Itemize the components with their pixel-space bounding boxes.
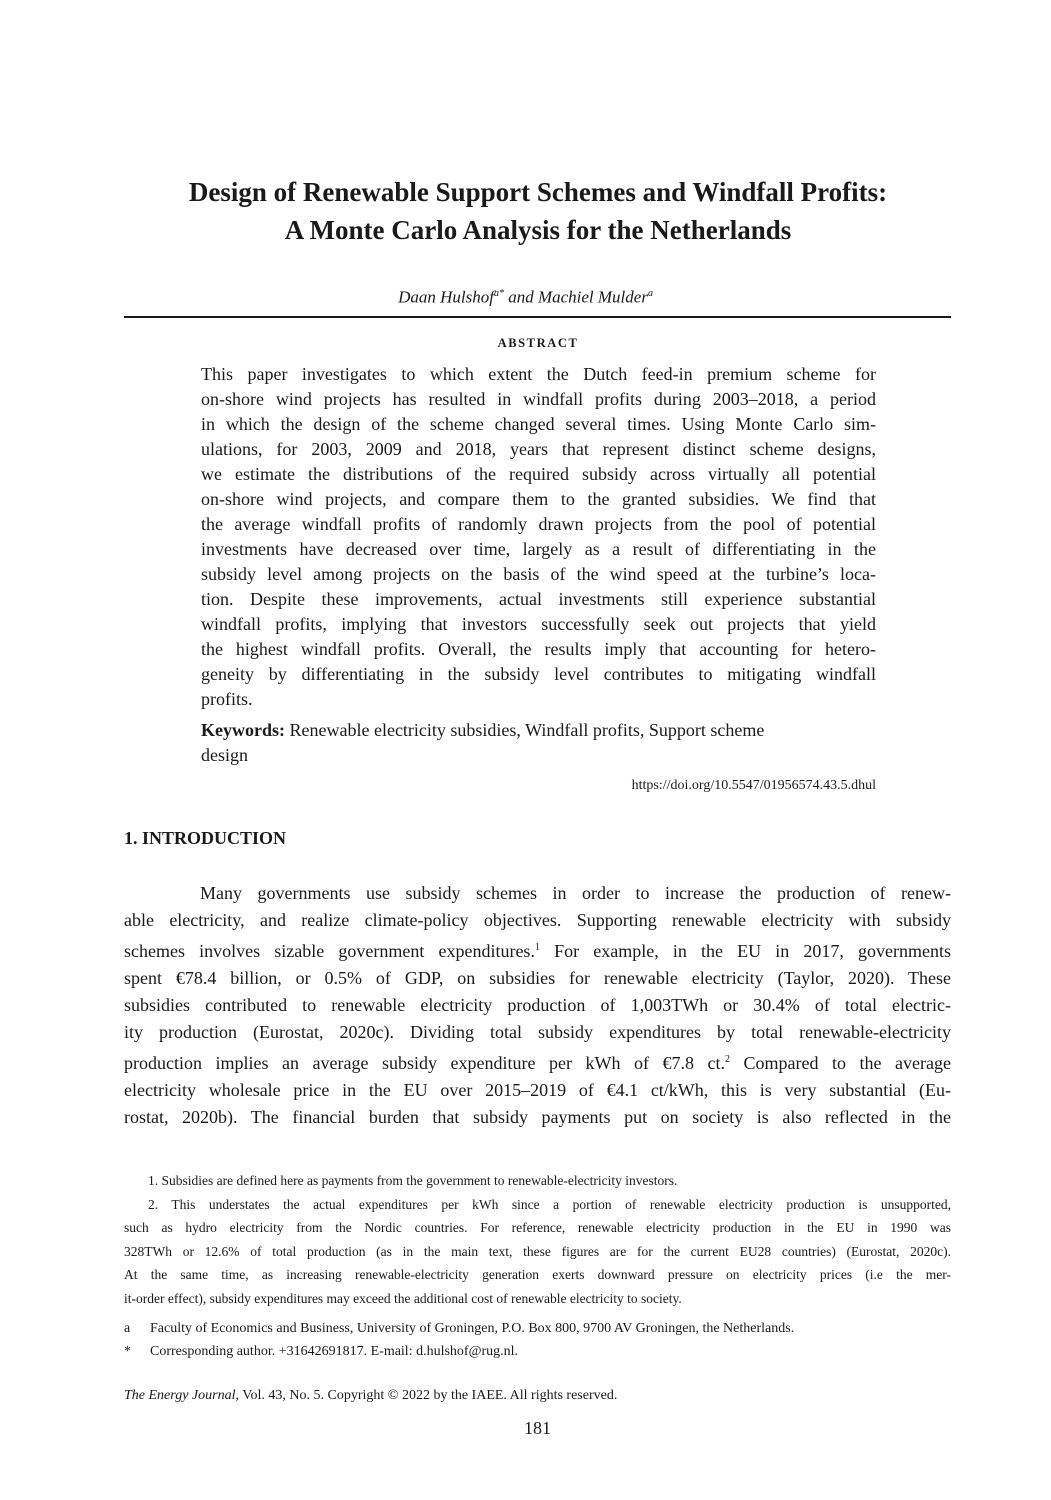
title-line-1: Design of Renewable Support Schemes and Windfall Profits: (188, 177, 888, 207)
abstract-line: subsidy level among projects on the basis of the wind speed at the turbine’s loca- (201, 564, 876, 584)
page-number: 181 (524, 1418, 551, 1438)
abstract-line: This paper investigates to which extent the Dutch feed-in premium scheme for (201, 364, 876, 384)
body-text: For example, in the EU in 2017, governments (539, 941, 951, 961)
body-line (124, 1046, 951, 1077)
abstract-line: windfall profits, implying that investors successfully seek out projects that yield (201, 614, 876, 634)
footnotes (124, 1169, 951, 1310)
abstract-line: profits. (201, 689, 253, 709)
copyright-text: , Vol. 43, No. 5. Copyright © 2022 by the IAEE. All rights reserved. (235, 1388, 618, 1403)
keywords (201, 718, 876, 768)
affiliation-mark: * (124, 1344, 131, 1359)
corresponding-text: Corresponding author. +31642691817. E-mail: d.hulshof@rug.nl. (150, 1344, 519, 1359)
footnote-2-line: it-order effect), subsidy expenditures may exceed the additional cost of renewable electricity to society. (124, 1290, 682, 1306)
author-line (0, 282, 1051, 310)
title-line-2: A Monte Carlo Analysis for the Netherlands (284, 215, 792, 245)
keywords-label: Keywords: (201, 720, 285, 740)
footnote-2-line: At the same time, as increasing renewable-electricity generation exerts downward pressure on electricity prices (i.e the mer- (124, 1267, 951, 1282)
abstract-body (201, 362, 876, 712)
author-1-mark: a* (493, 288, 504, 299)
footnote-ref-2[interactable]: 2 (725, 1054, 731, 1065)
author-1: Daan Hulshof (398, 287, 494, 307)
intro-paragraph (124, 880, 951, 1131)
body-line: spent €78.4 billion, or 0.5% of GDP, on subsidies for renewable electricity (Taylor, 2020). These (124, 968, 951, 988)
paper-title (100, 173, 976, 249)
footnote-2-line: such as hydro electricity from the Nordic countries. For reference, renewable electricity production in the EU in 1990 was (124, 1220, 951, 1235)
abstract-line: tion. Despite these improvements, actual investments still experience substantial (201, 589, 876, 609)
keywords-text: Renewable electricity subsidies, Windfall profits, Support scheme (289, 720, 765, 740)
title-divider (124, 316, 951, 318)
footnote-1: 1. Subsidies are defined here as payments from the government to renewable-electricity investors. (148, 1173, 678, 1188)
body-text: Compared to the average (730, 1053, 951, 1073)
abstract-line: in which the design of the scheme changed several times. Using Monte Carlo sim- (201, 414, 876, 434)
copyright-line (124, 1386, 617, 1406)
abstract-line: ulations, for 2003, 2009 and 2018, years that represent distinct scheme designs, (201, 439, 876, 459)
corresponding-author (124, 1340, 951, 1363)
abstract-line: geneity by differentiating in the subsidy level contributes to mitigating windfall (201, 664, 876, 684)
body-line: rostat, 2020b). The financial burden that subsidy payments put on society is also reflected in the (124, 1107, 951, 1127)
footnote-2-line: 2. This understates the actual expenditures per kWh since a portion of renewable electricity production is unsupported, (148, 1196, 951, 1212)
author-connector: and (508, 287, 534, 307)
body-line: electricity wholesale price in the EU over 2015–2019 of €4.1 ct/kWh, this is very substantial (Eu- (124, 1080, 951, 1100)
keywords-line-2: design (201, 745, 248, 765)
affiliation-mark: a (124, 1321, 131, 1336)
abstract-heading: ABSTRACT (497, 336, 579, 350)
journal-name: The Energy Journal (124, 1388, 236, 1403)
body-line (124, 934, 951, 965)
body-line: Many governments use subsidy schemes in order to increase the production of renew- (200, 883, 951, 903)
abstract-line: on-shore wind projects has resulted in windfall profits during 2003–2018, a period (201, 389, 876, 409)
affiliations (124, 1317, 951, 1363)
abstract-line: on-shore wind projects, and compare them to the granted subsidies. We find that (201, 489, 876, 509)
footnote-ref-1[interactable]: 1 (534, 942, 540, 953)
author-2-mark: a (647, 288, 653, 299)
body-line: ity production (Eurostat, 2020c). Dividing total subsidy expenditures by total renewable-electricity (124, 1022, 951, 1042)
body-line: able electricity, and realize climate-policy objectives. Supporting renewable electricity with subsidy (124, 910, 951, 930)
section-heading: 1. INTRODUCTION (124, 828, 287, 848)
body-line: subsidies contributed to renewable electricity production of 1,003TWh or 30.4% of total electric- (124, 995, 951, 1015)
abstract-line: the average windfall profits of randomly drawn projects from the pool of potential (201, 514, 876, 534)
doi-link[interactable]: https://doi.org/10.5547/01956574.43.5.dhul (631, 778, 876, 793)
author-2: Machiel Mulder (537, 287, 648, 307)
affiliation-a (124, 1317, 951, 1340)
keywords-line-1 (201, 718, 876, 743)
body-text: production implies an average subsidy expenditure per kWh of €7.8 ct. (124, 1053, 726, 1073)
footnote-2-line: 328TWh or 12.6% of total production (as in the main text, these figures are for the current EU28 countries) (Eurostat, 2020c). (124, 1243, 951, 1259)
abstract-line: the highest windfall profits. Overall, the results imply that accounting for hetero- (201, 639, 876, 659)
abstract-line: we estimate the distributions of the required subsidy across virtually all potential (201, 464, 876, 484)
abstract-line: investments have decreased over time, largely as a result of differentiating in the (201, 539, 876, 559)
affiliation-text: Faculty of Economics and Business, University of Groningen, P.O. Box 800, 9700 AV Groningen, the Netherlands. (150, 1321, 795, 1336)
body-text: schemes involves sizable government expenditures. (124, 941, 535, 961)
